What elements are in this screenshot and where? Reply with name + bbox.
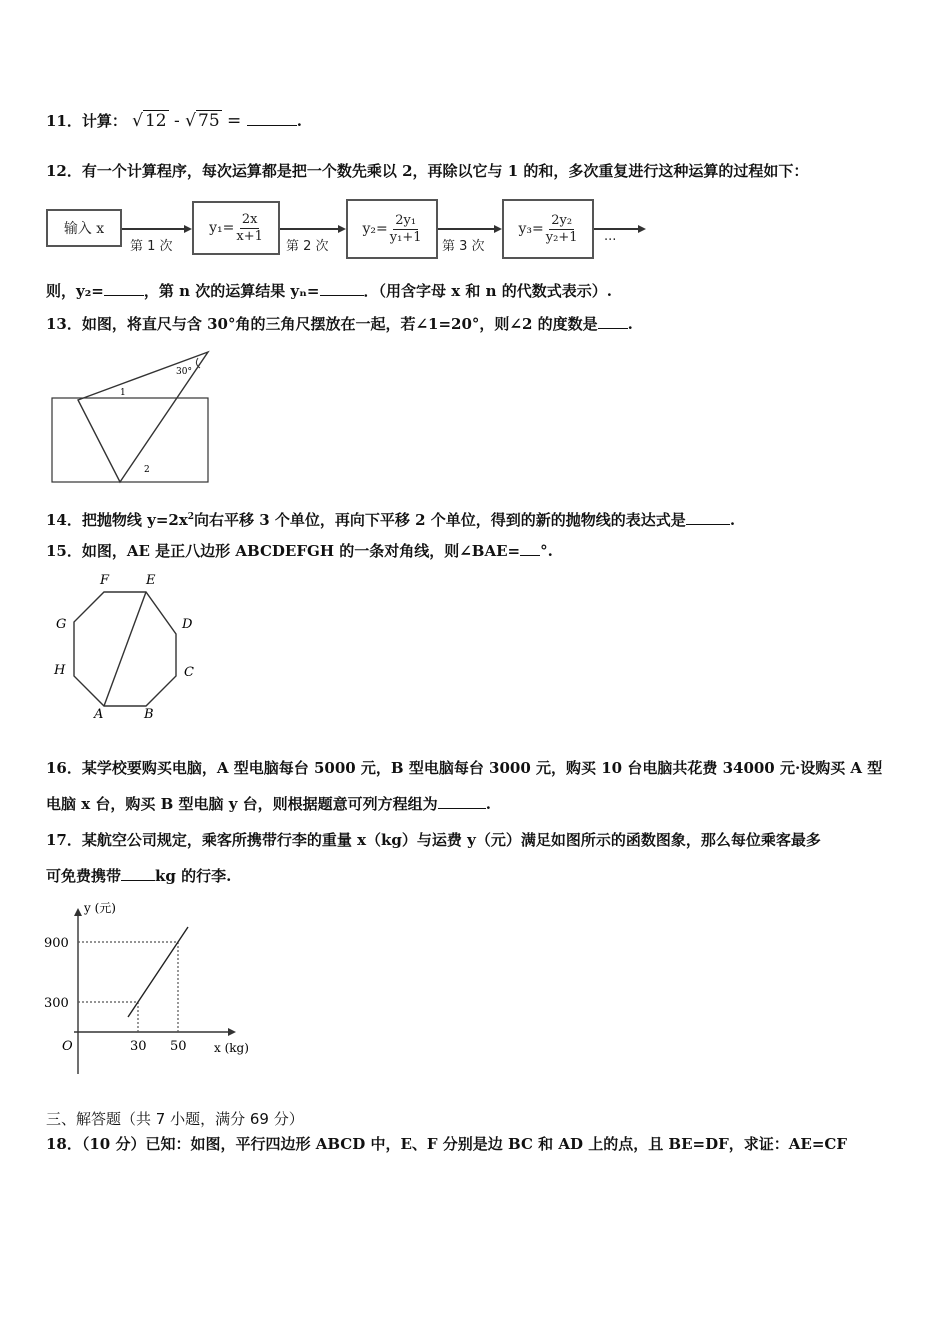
vertex-f: F [100, 573, 110, 588]
q13-end: . [627, 315, 633, 333]
q16-line1: 16．某学校要购买电脑，A 型电脑每台 5000 元，B 型电脑每台 3000 元，购买 10 台电脑共花费 34000 元·设购买 A 型 [46, 759, 883, 777]
box3-fraction: $\frac{\text{2y₂}}{\text{y₂+1}}$ [545, 212, 578, 245]
q14-text-a: 14．把抛物线 y=2x [46, 511, 188, 529]
diagonal-ae [104, 592, 146, 706]
minus-sign: - [168, 111, 186, 131]
question-13 [46, 313, 906, 335]
question-12-text: 12．有一个计算程序，每次运算都是把一个数先乘以 2，再除以它与 1 的和，多次重复进行这种运算的过程如下： [46, 162, 809, 180]
vertex-a: A [94, 707, 104, 720]
q16-text: 电脑 x 台，购买 B 型电脑 y 台，则根据题意可列方程组为 [46, 795, 438, 813]
angle-30-arc [196, 358, 200, 368]
box1-lhs: y₁= [209, 220, 235, 236]
equals-sign: = [221, 111, 247, 131]
question-14 [46, 506, 906, 531]
question-16 [46, 750, 906, 822]
question-11 [46, 110, 906, 132]
y-tick-label-900: 900 [44, 936, 69, 951]
question-17 [46, 822, 906, 894]
ruler-rect [52, 398, 208, 482]
answer-blank [247, 110, 297, 126]
flow-arrows [44, 197, 648, 265]
answer-blank [121, 865, 155, 881]
arrow-4-head [638, 225, 646, 233]
y-axis-arrow [74, 908, 82, 916]
arrow-2-head [338, 225, 346, 233]
x-axis-arrow [228, 1028, 236, 1036]
x-tick-label-30: 30 [130, 1039, 147, 1054]
flowchart-figure [44, 197, 648, 265]
q15-text: 15．如图，AE 是正八边形 ABCDEFGH 的一条对角线，则∠BAE= [46, 542, 521, 560]
input-label: 输入 x [63, 221, 105, 237]
vertex-d: D [182, 617, 193, 632]
question-12-line2 [46, 280, 906, 302]
q13-text: 13．如图，将直尺与含 30°角的三角尺摆放在一起，若∠1=20°，则∠2 的度数是 [46, 315, 598, 333]
answer-blank [520, 540, 540, 556]
origin-label: O [62, 1039, 73, 1054]
octagon-figure [48, 570, 208, 720]
step-label-2: 第 2 次 [286, 239, 329, 254]
arrow-3-head [494, 225, 502, 233]
y-axis-label: y (元) [84, 901, 116, 915]
q14-end: . [729, 511, 736, 529]
section-3-title: 三、解答题（共 7 小题，满分 69 分） [46, 1110, 304, 1128]
answer-blank [104, 280, 144, 296]
angle-30-label: 30° [176, 367, 192, 377]
box1-fraction: $\frac{2x}{x+1}$ [236, 211, 263, 244]
angle-2-label: 2 [144, 465, 150, 475]
q11-end: . [296, 112, 302, 130]
q17-end: kg 的行李. [155, 867, 232, 885]
q17-line1: 17．某航空公司规定，乘客所携带行李的重量 x（kg）与运费 y（元）满足如图所示的函数图象，那么每位乘客最多 [46, 831, 821, 849]
box2-lhs: y₂= [362, 221, 388, 237]
step-label-3: 第 3 次 [442, 239, 485, 254]
flow-ellipsis: ··· [604, 233, 617, 248]
box2-fraction: $\frac{\text{2y₁}}{\text{y₁+1}}$ [389, 212, 422, 245]
vertex-g: G [56, 617, 67, 632]
q14-exponent: 2 [187, 512, 195, 522]
q16-line2 [46, 786, 906, 822]
q16-end: . [485, 795, 491, 813]
question-15 [46, 540, 906, 562]
answer-blank [320, 280, 364, 296]
vertex-c: C [184, 665, 194, 680]
sqrt-75: √ 75 [185, 111, 220, 131]
vertex-e: E [146, 573, 156, 588]
q14-text-b: 向右平移 3 个单位，再向下平移 2 个单位，得到的新的抛物线的表达式是 [194, 511, 686, 529]
ruler-triangle-figure [48, 348, 218, 488]
luggage-fee-chart [40, 898, 260, 1080]
x-axis-label: x (kg) [214, 1041, 249, 1055]
q12-hint: ．（用含字母 x 和 n 的代数式表示）. [363, 282, 612, 300]
y-tick-label-300: 300 [44, 996, 69, 1011]
x-tick-label-50: 50 [170, 1039, 187, 1054]
answer-blank [438, 793, 486, 809]
answer-blank [686, 509, 730, 525]
step-label-1: 第 1 次 [130, 239, 173, 254]
angle-1-label: 1 [120, 388, 126, 398]
question-18: 18．（10 分）已知：如图，平行四边形 ABCD 中，E、F 分别是边 BC 和 AD 上的点，且 BE=DF，求证：AE=CF [46, 1135, 847, 1153]
q12-yn-label: ，第 n 次的运算结果 yₙ= [143, 282, 320, 300]
arrow-1-head [184, 225, 192, 233]
q12-y2-label: 则，y₂= [46, 282, 104, 300]
vertex-h: H [54, 663, 66, 678]
sqrt-12: √ 12 [132, 111, 167, 131]
vertex-b: B [144, 707, 154, 720]
q17-text: 可免费携带 [46, 867, 122, 885]
q17-line2 [46, 858, 906, 894]
answer-blank [598, 313, 628, 329]
box3-lhs: y₃= [518, 221, 544, 237]
series-line [128, 927, 188, 1017]
q11-prefix: 11．计算： [46, 112, 127, 130]
q15-end: °. [540, 542, 553, 560]
